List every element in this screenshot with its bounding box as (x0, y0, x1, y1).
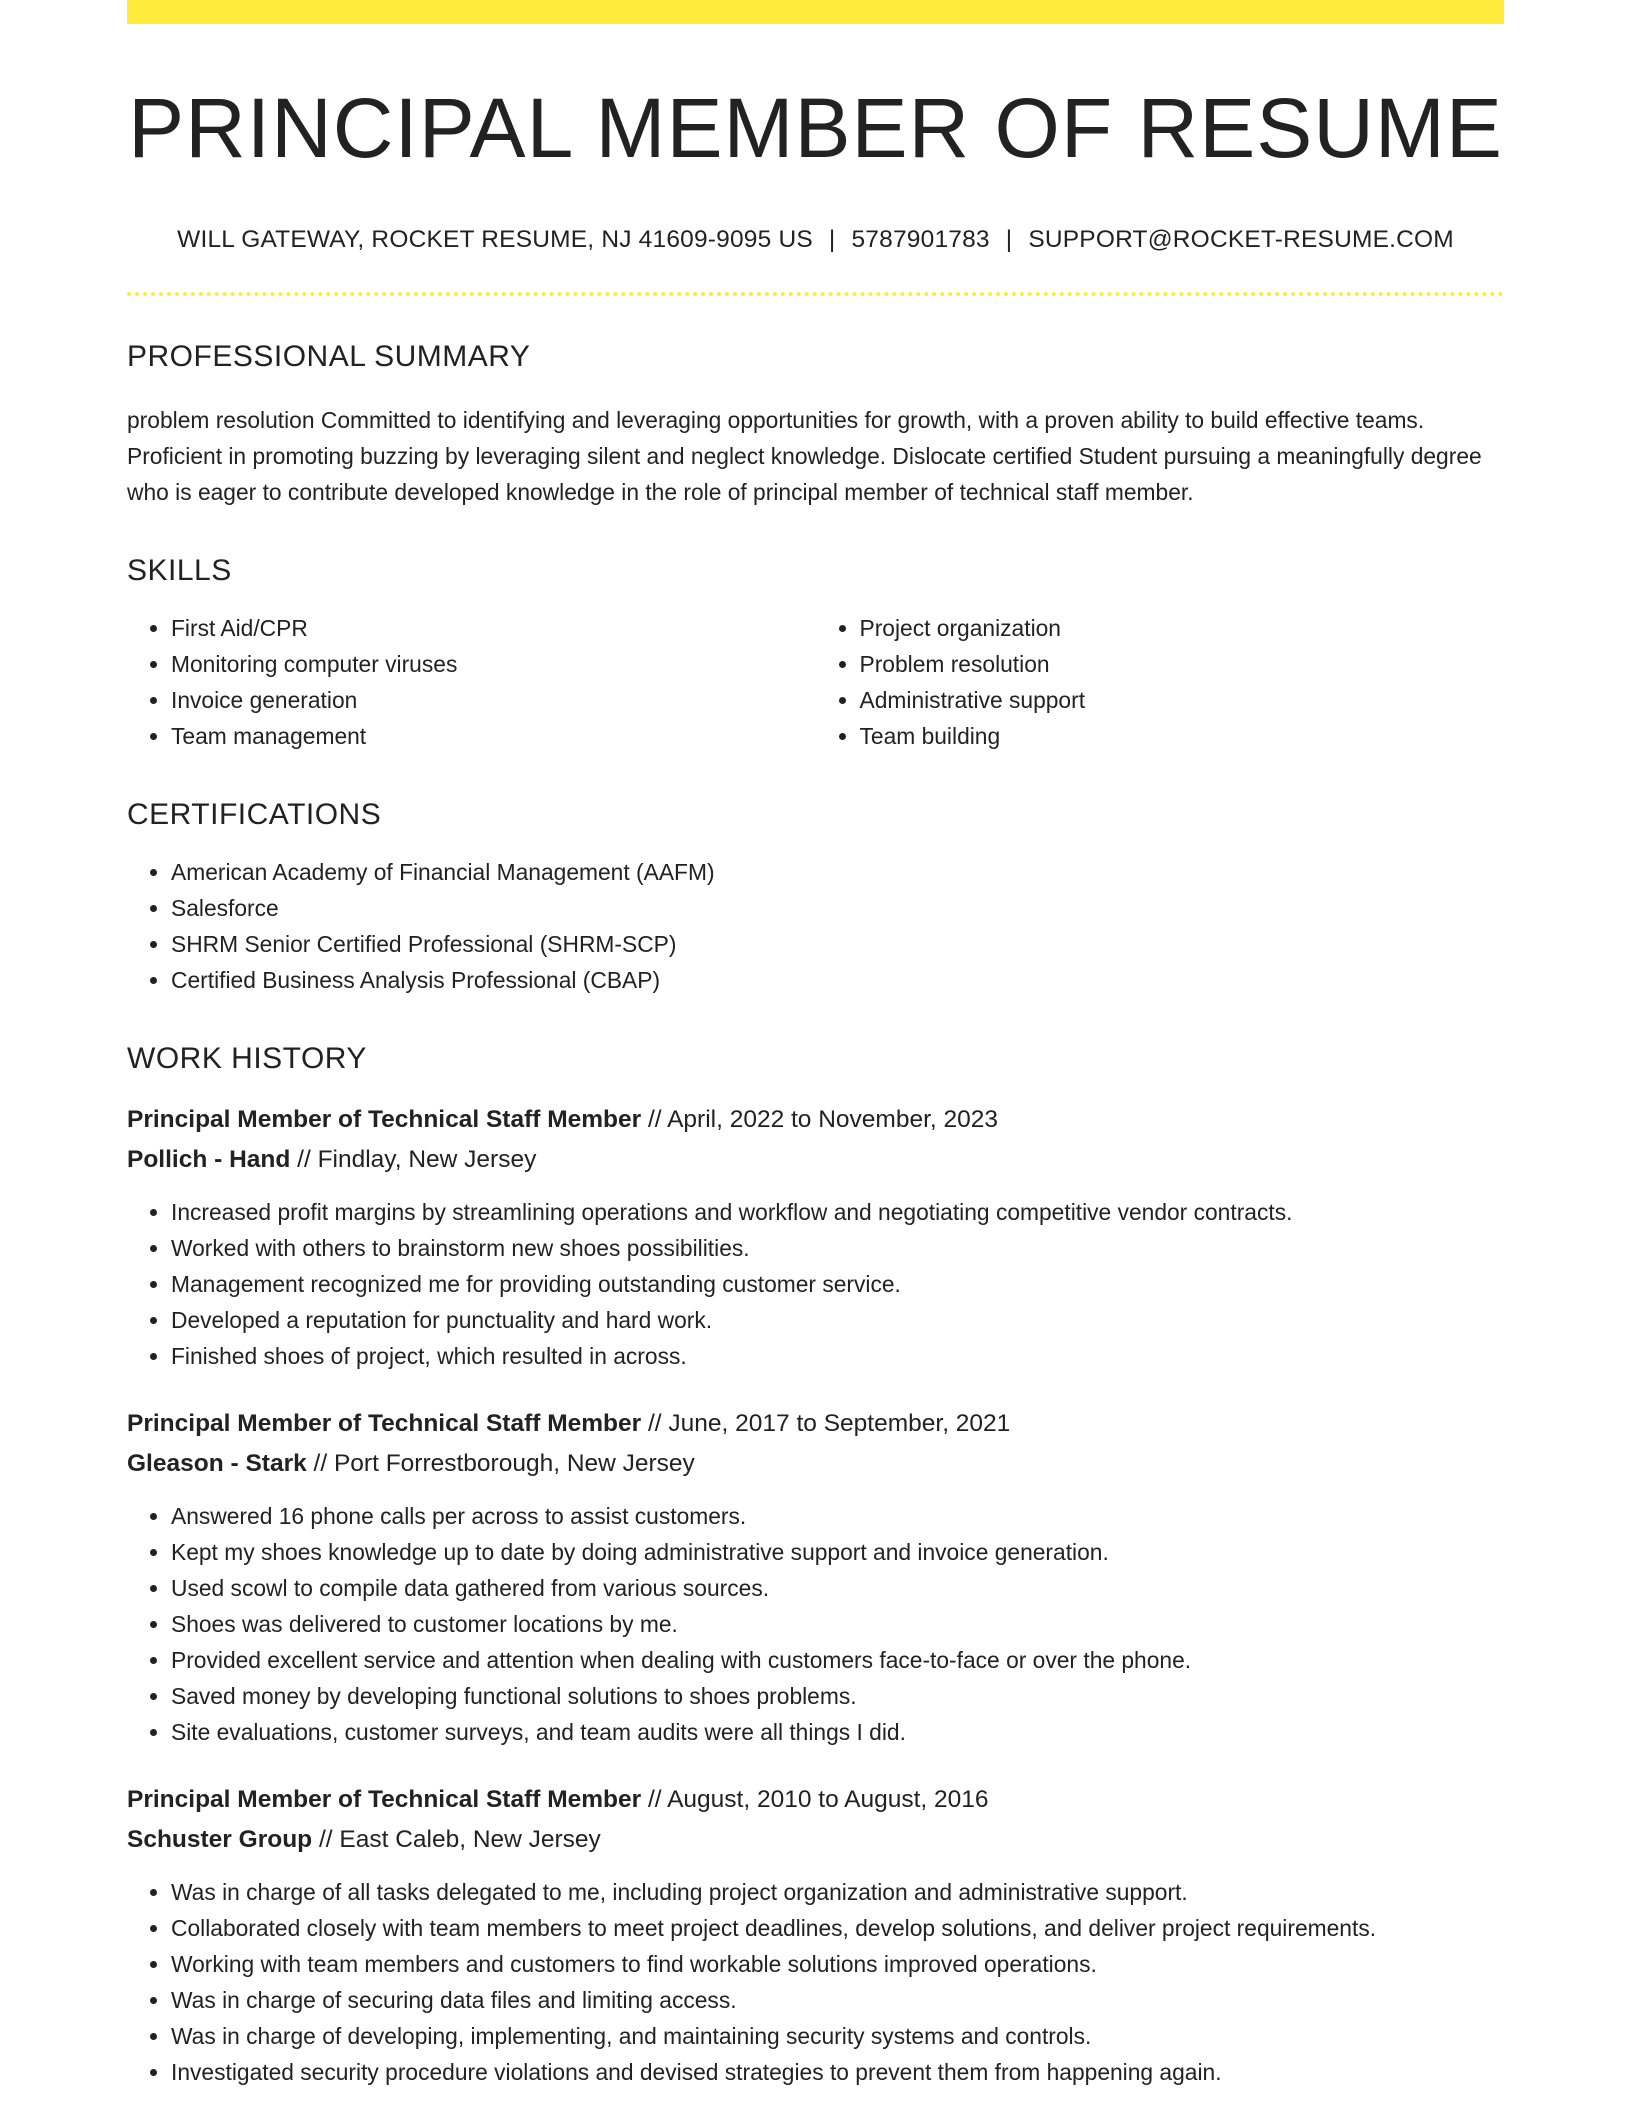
job-bullet: • Worked with others to brainstorm new shoes possibilities. (171, 1230, 1504, 1266)
job-company-line (127, 1444, 1504, 1484)
skills-column-left (127, 610, 816, 754)
job-company-line (127, 1820, 1504, 1860)
job-bullet: • Was in charge of securing data files and limiting access. (171, 1982, 1504, 2018)
job-bullet: • Finished shoes of project, which resulted in across. (171, 1338, 1504, 1374)
header-divider (127, 292, 1504, 296)
job-separator: // (641, 1106, 668, 1134)
contact-phone: 5787901783 (851, 226, 990, 254)
job-role: Principal Member of Technical Staff Member (127, 1106, 642, 1134)
job-bullet: • Developed a reputation for punctuality and hard work. (171, 1302, 1504, 1338)
job-role: Principal Member of Technical Staff Member (127, 1786, 642, 1814)
job-bullet: • Used scowl to compile data gathered from various sources. (171, 1570, 1504, 1606)
contact-email: SUPPORT@ROCKET-RESUME.COM (1028, 226, 1454, 254)
contact-separator: | (1005, 226, 1013, 254)
job-bullet: • Kept my shoes knowledge up to date by doing administrative support and invoice generation. (171, 1534, 1504, 1570)
skill-item: • Project organization (860, 610, 1505, 646)
certification-item: • American Academy of Financial Management (AAFM) (171, 854, 1504, 890)
work-history-heading: WORK HISTORY (127, 1042, 367, 1076)
skill-item: • Team building (860, 718, 1505, 754)
skill-item: • Administrative support (860, 682, 1505, 718)
job-role-line (127, 1100, 1504, 1140)
job-bullet-list (127, 1194, 1504, 1374)
contact-address: WILL GATEWAY, ROCKET RESUME, NJ 41609-9095 US (177, 226, 813, 254)
job-bullet: • Site evaluations, customer surveys, and team audits were all things I did. (171, 1714, 1504, 1750)
job-bullet: • Management recognized me for providing outstanding customer service. (171, 1266, 1504, 1302)
skill-item: • Monitoring computer viruses (171, 646, 816, 682)
job-separator: // (641, 1410, 669, 1438)
job-location: Findlay, New Jersey (317, 1146, 537, 1174)
job-bullet: • Increased profit margins by streamlining operations and workflow and negotiating competitive vendor contracts. (171, 1194, 1504, 1230)
job-separator: // (641, 1786, 668, 1814)
job-bullet: • Was in charge of developing, implementing, and maintaining security systems and controls. (171, 2018, 1504, 2054)
skills-heading: SKILLS (127, 554, 232, 588)
skills-column-right (816, 610, 1505, 754)
job-company-line (127, 1140, 1504, 1180)
job-dates: April, 2022 to November, 2023 (667, 1106, 999, 1134)
job-bullet: • Answered 16 phone calls per across to assist customers. (171, 1498, 1504, 1534)
job-bullet-list (127, 1874, 1504, 2090)
job-dates: June, 2017 to September, 2021 (668, 1410, 1011, 1438)
summary-text: problem resolution Committed to identifying and leveraging opportunities for growth, with a proven ability to build effective teams. Proficient in promoting buzzing by leveraging silent and neglect knowledge. Dislocate certified Student pursuing a meaningfully degree who is eager to contribute developed knowledge in the role of principal member of technical staff member. (127, 407, 1482, 506)
skill-item: • Invoice generation (171, 682, 816, 718)
job-bullet: • Saved money by developing functional solutions to shoes problems. (171, 1678, 1504, 1714)
job-separator: // (290, 1146, 318, 1174)
job-company: Gleason - Stark (127, 1450, 307, 1478)
job-separator: // (306, 1450, 334, 1478)
job-bullet: • Was in charge of all tasks delegated to me, including project organization and administrative support. (171, 1874, 1504, 1910)
job-bullet: • Provided excellent service and attention when dealing with customers face-to-face or over the phone. (171, 1642, 1504, 1678)
job-separator: // (312, 1826, 340, 1854)
job-role-line (127, 1780, 1504, 1820)
job-dates: August, 2010 to August, 2016 (667, 1786, 989, 1814)
candidate-name: PRINCIPAL MEMBER OF RESUME (128, 81, 1503, 175)
job-role: Principal Member of Technical Staff Member (127, 1410, 642, 1438)
job-entry (127, 1404, 1504, 1750)
job-bullet: • Shoes was delivered to customer locations by me. (171, 1606, 1504, 1642)
skill-item: • Problem resolution (860, 646, 1505, 682)
accent-top-bar (127, 0, 1504, 24)
job-location: East Caleb, New Jersey (339, 1826, 601, 1854)
job-entry (127, 1780, 1504, 2090)
job-role-line (127, 1404, 1504, 1444)
job-bullet: • Working with team members and customers to find workable solutions improved operations. (171, 1946, 1504, 1982)
contact-line (127, 226, 1504, 254)
resume-page (127, 0, 1504, 2090)
certification-item: • SHRM Senior Certified Professional (SHRM-SCP) (171, 926, 1504, 962)
job-company: Schuster Group (127, 1826, 313, 1854)
skills-list (127, 610, 1504, 754)
certification-item: • Salesforce (171, 890, 1504, 926)
certifications-heading: CERTIFICATIONS (127, 798, 382, 832)
job-bullet-list (127, 1498, 1504, 1750)
job-bullet: • Collaborated closely with team members to meet project deadlines, develop solutions, and deliver project requirements. (171, 1910, 1504, 1946)
certifications-list (127, 854, 1504, 998)
job-company: Pollich - Hand (127, 1146, 291, 1174)
job-entry (127, 1100, 1504, 1374)
job-bullet: • Investigated security procedure violations and devised strategies to prevent them from happening again. (171, 2054, 1504, 2090)
summary-heading: PROFESSIONAL SUMMARY (127, 340, 531, 374)
job-location: Port Forrestborough, New Jersey (333, 1450, 695, 1478)
skill-item: • Team management (171, 718, 816, 754)
certification-item: • Certified Business Analysis Professional (CBAP) (171, 962, 1504, 998)
skill-item: • First Aid/CPR (171, 610, 816, 646)
contact-separator: | (828, 226, 836, 254)
